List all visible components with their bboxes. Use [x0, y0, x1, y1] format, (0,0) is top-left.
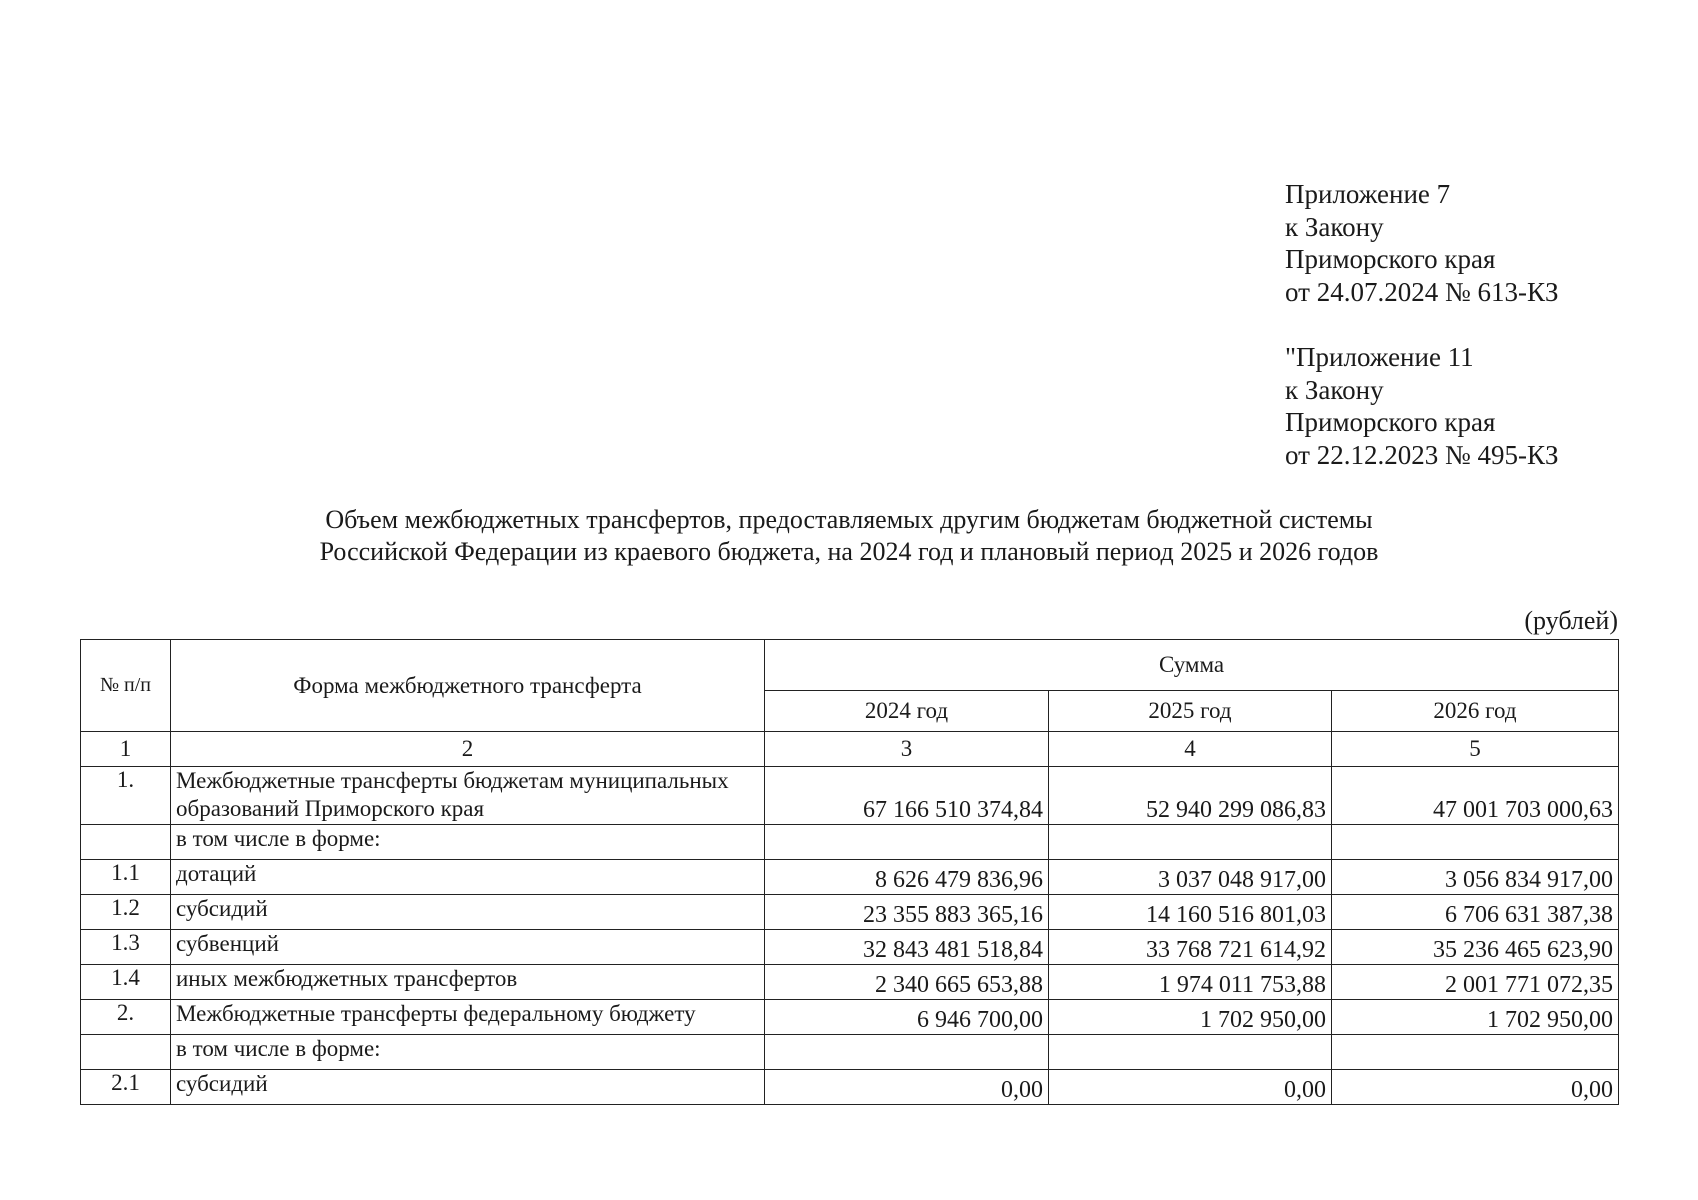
row-value-2026: 35 236 465 623,90: [1332, 930, 1619, 965]
row-name: субсидий: [171, 1070, 765, 1105]
appendix-amended-line-1: "Приложение 11: [1285, 342, 1474, 372]
row-num: 1.2: [81, 895, 171, 930]
header-sum: Сумма: [765, 640, 1619, 691]
column-number-1: 1: [81, 732, 171, 767]
table-row: [81, 965, 1619, 1000]
appendix-current-line-3: Приморского края: [1285, 244, 1496, 274]
row-value-2026: 3 056 834 917,00: [1332, 860, 1619, 895]
row-value-2025: 1 974 011 753,88: [1049, 965, 1332, 1000]
appendix-current-header: [1285, 178, 1558, 308]
row-value-2026: [1332, 825, 1619, 860]
row-value-2026: 2 001 771 072,35: [1332, 965, 1619, 1000]
appendix-current-line-1: Приложение 7: [1285, 179, 1451, 209]
row-value-2025: 33 768 721 614,92: [1049, 930, 1332, 965]
header-year-2025: 2025 год: [1049, 691, 1332, 732]
row-value-2025: [1049, 1035, 1332, 1070]
row-name: субсидий: [171, 895, 765, 930]
row-num: [81, 825, 171, 860]
row-num: 1.3: [81, 930, 171, 965]
column-number-row: [81, 732, 1619, 767]
row-value-2026: 1 702 950,00: [1332, 1000, 1619, 1035]
header-form: Форма межбюджетного трансферта: [171, 640, 765, 732]
row-value-2024: [765, 1035, 1049, 1070]
table-row: [81, 1000, 1619, 1035]
table-row: [81, 895, 1619, 930]
row-value-2024: 67 166 510 374,84: [765, 767, 1049, 825]
appendix-amended-line-4: от 22.12.2023 № 495-КЗ: [1285, 439, 1559, 470]
row-value-2025: [1049, 825, 1332, 860]
header-num: № п/п: [81, 640, 171, 732]
row-value-2024: 8 626 479 836,96: [765, 860, 1049, 895]
row-num: 1.: [81, 767, 171, 825]
column-number-5: 5: [1332, 732, 1619, 767]
table-row: [81, 767, 1619, 825]
table-row: [81, 1070, 1619, 1105]
row-num: 1.1: [81, 860, 171, 895]
row-value-2024: 23 355 883 365,16: [765, 895, 1049, 930]
row-num: 1.4: [81, 965, 171, 1000]
row-value-2025: 14 160 516 801,03: [1049, 895, 1332, 930]
row-value-2025: 52 940 299 086,83: [1049, 767, 1332, 825]
header-year-2024: 2024 год: [765, 691, 1049, 732]
appendix-current-line-2: к Закону: [1285, 211, 1384, 242]
appendix-amended-line-2: к Закону: [1285, 374, 1384, 405]
appendix-amended-header: [1285, 341, 1558, 471]
row-value-2025: 0,00: [1049, 1070, 1332, 1105]
row-name: дотаций: [171, 860, 765, 895]
row-value-2026: 47 001 703 000,63: [1332, 767, 1619, 825]
row-num: 2.: [81, 1000, 171, 1035]
document-title: [0, 504, 1698, 568]
row-num: [81, 1035, 171, 1070]
appendix-current-line-4: от 24.07.2024 № 613-КЗ: [1285, 276, 1559, 307]
row-name: в том числе в форме:: [171, 825, 765, 860]
document-title-line-1: Объем межбюджетных трансфертов, предоставляемых другим бюджетам бюджетной системы: [325, 505, 1373, 534]
table-row: [81, 860, 1619, 895]
column-number-3: 3: [765, 732, 1049, 767]
row-value-2024: 32 843 481 518,84: [765, 930, 1049, 965]
table-row: [81, 825, 1619, 860]
row-num: 2.1: [81, 1070, 171, 1105]
row-value-2024: 0,00: [765, 1070, 1049, 1105]
row-name: Межбюджетные трансферты федеральному бюджету: [171, 1000, 765, 1035]
row-name: иных межбюджетных трансфертов: [171, 965, 765, 1000]
document-title-line-2: Российской Федерации из краевого бюджета, на 2024 год и плановый период 2025 и 2026 годов: [319, 537, 1379, 566]
row-value-2026: [1332, 1035, 1619, 1070]
transfers-table: [80, 639, 1619, 1105]
row-value-2026: 0,00: [1332, 1070, 1619, 1105]
units-label: (рублей): [1524, 606, 1618, 635]
column-number-4: 4: [1049, 732, 1332, 767]
row-name: в том числе в форме:: [171, 1035, 765, 1070]
column-number-2: 2: [171, 732, 765, 767]
table-row: [81, 1035, 1619, 1070]
row-value-2024: 2 340 665 653,88: [765, 965, 1049, 1000]
header-year-2026: 2026 год: [1332, 691, 1619, 732]
row-value-2025: 3 037 048 917,00: [1049, 860, 1332, 895]
row-name: Межбюджетные трансферты бюджетам муниципальных образований Приморского края: [171, 767, 765, 825]
appendix-amended-line-3: Приморского края: [1285, 407, 1496, 437]
row-value-2024: [765, 825, 1049, 860]
row-value-2025: 1 702 950,00: [1049, 1000, 1332, 1035]
row-value-2024: 6 946 700,00: [765, 1000, 1049, 1035]
table-row: [81, 930, 1619, 965]
row-value-2026: 6 706 631 387,38: [1332, 895, 1619, 930]
row-name: субвенций: [171, 930, 765, 965]
